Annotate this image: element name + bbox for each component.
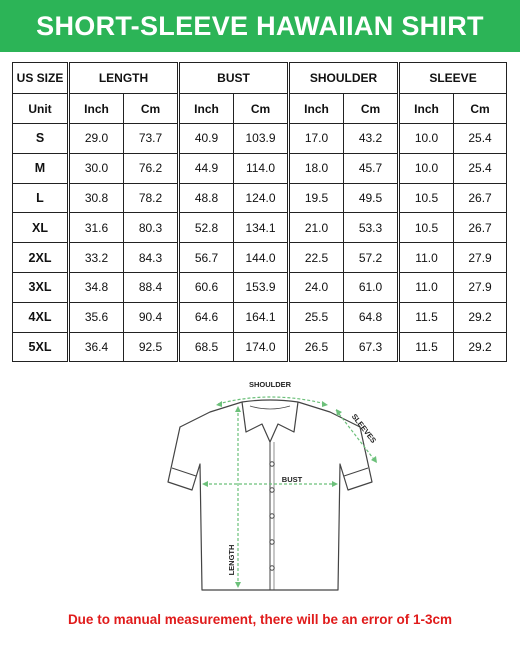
value-cell: 144.0 [234,243,289,273]
header-bust: BUST [179,63,289,94]
size-cell: XL [13,213,69,243]
value-cell: 88.4 [124,272,179,302]
collar-back [242,400,298,402]
unit-cell: Inch [69,94,124,124]
value-cell: 29.2 [454,332,507,362]
size-cell: S [13,124,69,154]
value-cell: 64.6 [179,302,234,332]
value-cell: 64.8 [344,302,399,332]
size-cell: L [13,183,69,213]
arrow-icon [235,406,241,412]
value-cell: 29.2 [454,302,507,332]
title-banner [0,0,520,52]
value-cell: 134.1 [234,213,289,243]
value-cell: 26.7 [454,183,507,213]
value-cell: 25.4 [454,153,507,183]
arrow-icon [235,582,241,588]
value-cell: 30.0 [69,153,124,183]
bust-label: BUST [281,475,303,484]
shoulder-label: SHOULDER [248,380,292,389]
size-cell: 3XL [13,272,69,302]
value-cell: 18.0 [289,153,344,183]
measurement-diagram [150,372,390,597]
arrow-icon [371,456,377,463]
header-shoulder: SHOULDER [289,63,399,94]
value-cell: 10.0 [399,124,454,154]
table-row [13,302,507,332]
value-cell: 26.7 [454,213,507,243]
value-cell: 11.5 [399,332,454,362]
unit-cell: Inch [289,94,344,124]
table-row [13,153,507,183]
collar-inner [250,406,290,409]
arrow-icon [322,401,328,407]
sleeves-label: SLEEVES [349,412,379,445]
value-cell: 17.0 [289,124,344,154]
value-cell: 31.6 [69,213,124,243]
value-cell: 43.2 [344,124,399,154]
header-sleeve: SLEEVE [399,63,507,94]
page-title: SHORT-SLEEVE HAWAIIAN SHIRT [36,10,484,41]
value-cell: 26.5 [289,332,344,362]
value-cell: 40.9 [179,124,234,154]
unit-cell: Inch [399,94,454,124]
value-cell: 80.3 [124,213,179,243]
value-cell: 78.2 [124,183,179,213]
size-cell: 5XL [13,332,69,362]
length-label: LENGTH [227,544,236,576]
value-cell: 25.5 [289,302,344,332]
size-cell: 2XL [13,243,69,273]
arrow-icon [202,481,208,487]
unit-header-row [13,94,507,124]
value-cell: 103.9 [234,124,289,154]
value-cell: 67.3 [344,332,399,362]
value-cell: 84.3 [124,243,179,273]
size-cell: M [13,153,69,183]
collar [242,402,298,442]
value-cell: 76.2 [124,153,179,183]
unit-cell: Cm [234,94,289,124]
value-cell: 153.9 [234,272,289,302]
left-sleeve-hem [172,468,196,476]
value-cell: 36.4 [69,332,124,362]
value-cell: 44.9 [179,153,234,183]
value-cell: 22.5 [289,243,344,273]
table-row [13,213,507,243]
value-cell: 60.6 [179,272,234,302]
value-cell: 92.5 [124,332,179,362]
value-cell: 34.8 [69,272,124,302]
value-cell: 56.7 [179,243,234,273]
table-row [13,272,507,302]
shirt-outline-icon [150,372,390,597]
unit-label: Unit [13,94,69,124]
measurement-note: Due to manual measurement, there will be an error of 1-3cm [67,612,453,627]
value-cell: 174.0 [234,332,289,362]
right-sleeve-hem [344,468,368,476]
value-cell: 11.0 [399,272,454,302]
value-cell: 21.0 [289,213,344,243]
value-cell: 52.8 [179,213,234,243]
size-chart-table [12,62,507,362]
table-row [13,183,507,213]
value-cell: 164.1 [234,302,289,332]
value-cell: 25.4 [454,124,507,154]
table-row [13,332,507,362]
value-cell: 35.6 [69,302,124,332]
header-us-size: US SIZE [13,63,69,94]
value-cell: 10.5 [399,183,454,213]
value-cell: 68.5 [179,332,234,362]
value-cell: 24.0 [289,272,344,302]
group-header-row [13,63,507,94]
value-cell: 30.8 [69,183,124,213]
value-cell: 27.9 [454,272,507,302]
unit-cell: Inch [179,94,234,124]
value-cell: 114.0 [234,153,289,183]
value-cell: 73.7 [124,124,179,154]
size-cell: 4XL [13,302,69,332]
table-row [13,124,507,154]
value-cell: 11.5 [399,302,454,332]
arrow-icon [332,481,338,487]
header-length: LENGTH [69,63,179,94]
arrow-icon [216,401,222,407]
unit-cell: Cm [124,94,179,124]
value-cell: 29.0 [69,124,124,154]
value-cell: 45.7 [344,153,399,183]
unit-cell: Cm [454,94,507,124]
value-cell: 53.3 [344,213,399,243]
value-cell: 19.5 [289,183,344,213]
value-cell: 90.4 [124,302,179,332]
unit-cell: Cm [344,94,399,124]
value-cell: 33.2 [69,243,124,273]
value-cell: 48.8 [179,183,234,213]
arrow-icon [336,409,342,416]
value-cell: 27.9 [454,243,507,273]
value-cell: 61.0 [344,272,399,302]
value-cell: 49.5 [344,183,399,213]
value-cell: 57.2 [344,243,399,273]
value-cell: 124.0 [234,183,289,213]
value-cell: 10.0 [399,153,454,183]
value-cell: 10.5 [399,213,454,243]
table-row [13,243,507,273]
value-cell: 11.0 [399,243,454,273]
